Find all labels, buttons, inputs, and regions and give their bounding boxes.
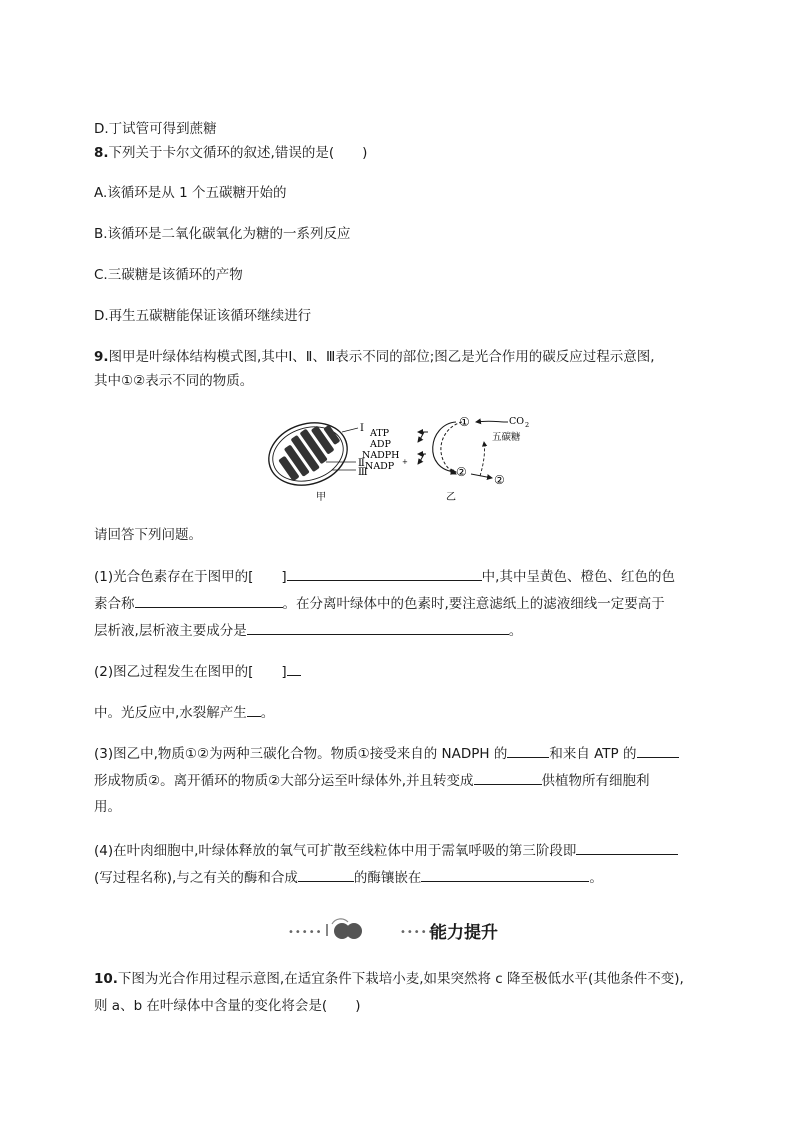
p1-blank-2[interactable] xyxy=(135,593,283,608)
divider-dots-right: ••••• xyxy=(400,927,435,938)
q9-part1-line2 xyxy=(94,593,665,614)
q8-stem xyxy=(94,143,367,163)
q8-option-a: A.该循环是从 1 个五碳糖开始的 xyxy=(94,185,287,201)
p3-blank-2[interactable] xyxy=(637,743,679,758)
q9-part3-line3: 用。 xyxy=(94,799,121,815)
p2-blank-1[interactable] xyxy=(287,661,301,676)
chloroplast-diagram xyxy=(266,414,358,495)
p3-text-d: 供植物所有细胞利 xyxy=(541,773,650,789)
q8-option-d: D.再生五碳糖能保证该循环继续进行 xyxy=(94,308,312,324)
p4-text-a: (4)在叶肉细胞中,叶绿体释放的氧气可扩散至线粒体中用于需氧呼吸的第三阶段即 xyxy=(94,843,577,859)
p1-text-a: (1)光合色素存在于图甲的[ xyxy=(94,569,254,585)
label-jia: 甲 xyxy=(316,492,326,503)
p3-text-c: 形成物质②。离开循环的物质②大部分运至叶绿体外,并且转变成 xyxy=(94,773,474,789)
q9-prompt: 请回答下列问题。 xyxy=(94,527,202,543)
q9-part2-line2 xyxy=(94,702,274,723)
q8-close: ) xyxy=(362,145,368,161)
p4-blank-1[interactable] xyxy=(576,840,678,855)
p2-text-c: 中。光反应中,水裂解产生 xyxy=(94,705,247,721)
label-atp: ATP xyxy=(370,428,390,439)
label-substance-2: ② xyxy=(456,465,467,479)
p2-text-d: 。 xyxy=(260,705,275,721)
label-adp: ADP xyxy=(370,439,391,450)
label-roman-3: Ⅲ xyxy=(358,467,368,478)
p1-text-g: 。 xyxy=(508,623,523,639)
p3-blank-1[interactable] xyxy=(507,743,549,758)
label-substance-2-out: ② xyxy=(494,473,505,487)
p3-text-b: 和来自 ATP 的 xyxy=(549,746,637,762)
p1-text-f: 层析液,层析液主要成分是 xyxy=(94,623,247,639)
label-nadp-sup: + xyxy=(402,458,408,466)
p2-blank-2[interactable] xyxy=(247,702,261,717)
p2-text-a: (2)图乙过程发生在图甲的[ xyxy=(94,664,254,680)
q7-option-d: D.丁试管可得到蔗糖 xyxy=(94,121,217,137)
label-nadph: NADPH xyxy=(362,450,400,461)
q9-text1: 图甲是叶绿体结构模式图,其中Ⅰ、Ⅱ、Ⅲ表示不同的部位;图乙是光合作用的碳反应过程示意图, xyxy=(108,349,655,365)
section-logo-icon xyxy=(324,918,368,942)
q9-part4-line2 xyxy=(94,867,603,888)
q10-text2: 则 a、b 在叶绿体中含量的变化将会是( xyxy=(94,998,328,1014)
label-roman-1: Ⅰ xyxy=(360,423,364,434)
q10-close: ) xyxy=(355,998,361,1014)
q9-part4-line1 xyxy=(94,840,678,861)
p3-blank-3[interactable] xyxy=(474,770,542,785)
p1-text-c: 中,其中呈黄色、橙色、红色的色 xyxy=(481,569,675,585)
q9-part2-line1 xyxy=(94,661,301,682)
q10-stem-line2 xyxy=(94,996,360,1016)
section-divider xyxy=(288,918,518,942)
p4-blank-3[interactable] xyxy=(421,867,589,882)
label-yi: 乙 xyxy=(446,492,456,503)
label-roman-2: Ⅱ xyxy=(358,458,365,469)
label-wutangtang: 五碳糖 xyxy=(492,432,521,443)
p1-blank-3[interactable] xyxy=(247,620,509,635)
q9-stem-line2: 其中①②表示不同的物质。 xyxy=(94,373,254,389)
p4-text-b: (写过程名称),与之有关的酶和合成 xyxy=(94,870,298,886)
p1-text-d: 素合称 xyxy=(94,596,135,612)
q8-option-c: C.三碳糖是该循环的产物 xyxy=(94,267,243,283)
q10-stem-line1 xyxy=(94,969,684,989)
q8-option-b: B.该循环是二氧化碳氧化为糖的一系列反应 xyxy=(94,226,351,242)
label-substance-1: ① xyxy=(459,415,470,429)
p1-text-b: ] xyxy=(281,569,287,585)
q9-number: 9. xyxy=(94,349,109,365)
q9-part1-line1 xyxy=(94,566,675,587)
p4-text-d: 。 xyxy=(589,870,603,886)
q8-number: 8. xyxy=(94,145,109,161)
p4-blank-2[interactable] xyxy=(298,867,354,882)
label-co2-sub: 2 xyxy=(525,421,530,429)
section-title: 能力提升 xyxy=(430,923,498,943)
p1-blank-1[interactable] xyxy=(287,566,482,581)
label-co2: CO xyxy=(509,416,525,427)
q8-text: 下列关于卡尔文循环的叙述,错误的是( xyxy=(108,145,335,161)
divider-dots-left: ••••• xyxy=(288,927,323,938)
q9-stem-line1 xyxy=(94,347,655,367)
p4-text-c: 的酶镶嵌在 xyxy=(353,870,422,886)
q9-part3-line2 xyxy=(94,770,650,791)
p3-text-a: (3)图乙中,物质①②为两种三碳化合物。物质①接受来自的 NADPH 的 xyxy=(94,746,508,762)
label-nadp: NADP xyxy=(365,461,395,472)
q9-figure xyxy=(266,414,530,506)
q9-part3-line1 xyxy=(94,743,679,764)
q9-part1-line3 xyxy=(94,620,522,641)
q10-number: 10. xyxy=(94,971,118,987)
q10-text1: 下图为光合作用过程示意图,在适宜条件下栽培小麦,如果突然将 c 降至极低水平(其他条件不变), xyxy=(117,971,684,987)
p1-text-e: 。在分离叶绿体中的色素时,要注意滤纸上的滤液细线一定要高于 xyxy=(282,596,665,612)
p2-text-b: ] xyxy=(281,664,287,680)
